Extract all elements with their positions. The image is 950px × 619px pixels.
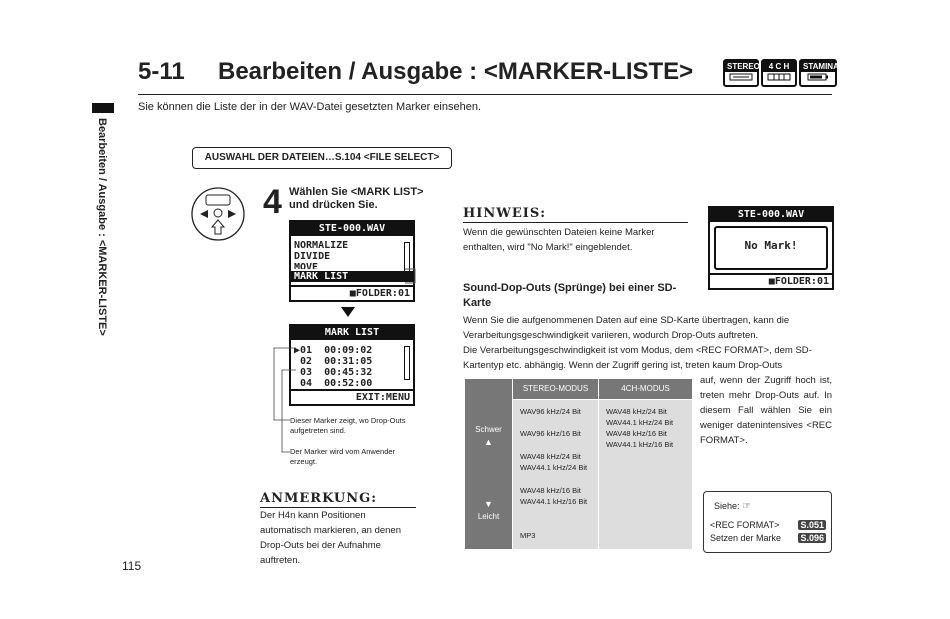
lcd-header: STE-000.WAV <box>291 222 413 236</box>
lcd-menu-item: NORMALIZE <box>294 240 349 251</box>
ref-name: <REC FORMAT> <box>710 520 780 530</box>
dropouts-para3: auf, wenn der Zugriff hoch ist, treten mehr Drop-Outs auf. In diesem Fall wählen Sie ein weniger datenintensives <REC FORMAT>. <box>700 375 832 446</box>
dropouts-para1: Wenn Sie die aufgenommenen Daten auf eine SD-Karte übertragen, kann die Verarbeitungsgeschwindigkeit variieren, wodurch Drop-Outs auftreten. <box>463 315 790 341</box>
ref-page-badge: S.051 <box>800 520 824 530</box>
badge-label: STEREO <box>727 62 760 71</box>
mark-list-item: 04 00:52:00 <box>294 378 373 389</box>
lcd-footer-text: FOLDER:01 <box>774 276 829 287</box>
divider <box>463 222 688 223</box>
page-number: 115 <box>122 559 142 573</box>
badge-label: STAMINA <box>803 62 839 71</box>
section-number: 5-11 <box>138 58 185 85</box>
anmerkung-title: ANMERKUNG: <box>260 491 378 506</box>
mark-list-item: 03 00:45:32 <box>294 367 373 378</box>
col-header-4ch: 4CH-MODUS <box>599 379 692 399</box>
four-channel-icon <box>765 72 793 82</box>
stereo-format: WAV96 kHz/16 Bit <box>520 429 581 438</box>
lcd-menu-item: MOVE <box>294 262 319 269</box>
reference-box <box>703 491 832 553</box>
side-label: Bearbeiten / Ausgabe : <MARKER-LISTE> <box>96 118 108 336</box>
callout-user-marker: Der Marker wird vom Anwender erzeugt. <box>290 447 396 466</box>
folder-icon: ■ <box>768 276 775 287</box>
side-tab-marker <box>92 103 114 113</box>
step-number: 4 <box>263 183 282 221</box>
stereo-format: WAV96 kHz/24 Bit <box>520 407 581 416</box>
lcd-header: STE-000.WAV <box>710 208 832 222</box>
light-label: Leicht <box>477 512 500 521</box>
no-mark-dialog: No Mark! <box>714 226 828 270</box>
siehe-row <box>714 501 751 512</box>
fourch-format: WAV48 kHz/24 Bit <box>606 407 667 416</box>
stereo-format: WAV48 kHz/24 Bit <box>520 452 581 461</box>
fourch-format: WAV44.1 kHz/16 Bit <box>606 440 674 449</box>
dropouts-title: Sound-Dop-Outs (Sprünge) bei einer SD-Karte <box>463 282 677 309</box>
file-select-reference: AUSWAHL DER DATEIEN…S.104 <FILE SELECT> <box>192 147 452 169</box>
selection-bracket <box>403 267 419 285</box>
lcd-menu-item: DIVIDE <box>294 251 331 262</box>
stamina-badge <box>799 59 837 87</box>
page-title: Bearbeiten / Ausgabe : <MARKER-LISTE> <box>218 58 694 85</box>
jog-control-icon <box>190 186 246 242</box>
lcd-footer <box>710 273 832 288</box>
format-table <box>465 379 692 549</box>
up-arrow-icon: ▲ <box>484 437 493 447</box>
title-rule <box>138 94 832 95</box>
stereo-icon <box>727 72 755 82</box>
lcd-footer: EXIT:MENU <box>291 389 413 404</box>
battery-icon <box>803 72 833 82</box>
ref-name: Setzen der Marke <box>710 533 782 543</box>
ref-row <box>710 533 826 543</box>
four-channel-badge <box>761 59 797 87</box>
fourch-format: WAV48 kHz/16 Bit <box>606 429 667 438</box>
siehe-label: Siehe: <box>714 501 740 511</box>
dropouts-para2: Die Verarbeitungsgeschwindigkeit ist vom Modus, dem <REC FORMAT>, dem SD-Kartentyp etc. abhängig. Wenn der Zugriff gering ist, treten kaum Drop-Outs <box>463 345 812 371</box>
hinweis-title: HINWEIS: <box>463 206 547 221</box>
lcd-footer <box>291 285 413 300</box>
lcd-menu-screen <box>289 220 415 302</box>
badge-label: 4 C H <box>763 61 795 72</box>
stereo-column <box>513 400 598 549</box>
lcd-no-mark-screen <box>708 206 834 290</box>
mark-list-item: 02 00:31:05 <box>294 356 373 367</box>
callout-dropout-marker: Dieser Marker zeigt, wo Drop-Outs aufgetreten sind. <box>290 416 406 435</box>
load-column <box>465 379 512 549</box>
lcd-footer-text: FOLDER:01 <box>355 288 410 299</box>
lcd-menu-item-selected: MARK LIST <box>291 271 413 282</box>
lcd-header: MARK LIST <box>291 326 413 340</box>
lcd-mark-list-screen <box>289 324 415 406</box>
stereo-format: WAV48 kHz/16 Bit <box>520 486 581 495</box>
col-header-stereo: STEREO-MODUS <box>513 379 598 399</box>
callout-lines <box>268 340 298 460</box>
mark-list-item: ▶01 00:09:02 <box>294 345 373 356</box>
stereo-badge <box>723 59 759 87</box>
hinweis-text: Wenn die gewünschten Dateien keine Marker enthalten, wird "No Mark!" eingeblendet. <box>463 227 655 253</box>
folder-icon: ■ <box>349 288 356 299</box>
down-arrow-icon <box>340 306 356 318</box>
down-arrow-icon: ▼ <box>484 499 493 509</box>
stereo-format: WAV44.1 kHz/24 Bit <box>520 463 588 472</box>
step-instruction: Wählen Sie <MARK LIST> und drücken Sie. <box>289 186 424 211</box>
pointing-hand-icon: ☞ <box>742 501 752 512</box>
fourch-format: WAV44.1 kHz/24 Bit <box>606 418 674 427</box>
stereo-format: MP3 <box>520 531 536 540</box>
intro-text: Sie können die Liste der in der WAV-Datei gesetzten Marker einsehen. <box>138 101 482 113</box>
anmerkung-text: Der H4n kann Positionen automatisch markieren, an denen Drop-Outs bei der Aufnahme auftreten. <box>260 510 401 566</box>
heavy-label: Schwer <box>475 425 502 434</box>
ref-page-badge: S.096 <box>800 533 824 543</box>
scrollbar <box>404 346 410 380</box>
stereo-format: WAV44.1 kHz/16 Bit <box>520 497 588 506</box>
ref-row <box>710 520 826 530</box>
